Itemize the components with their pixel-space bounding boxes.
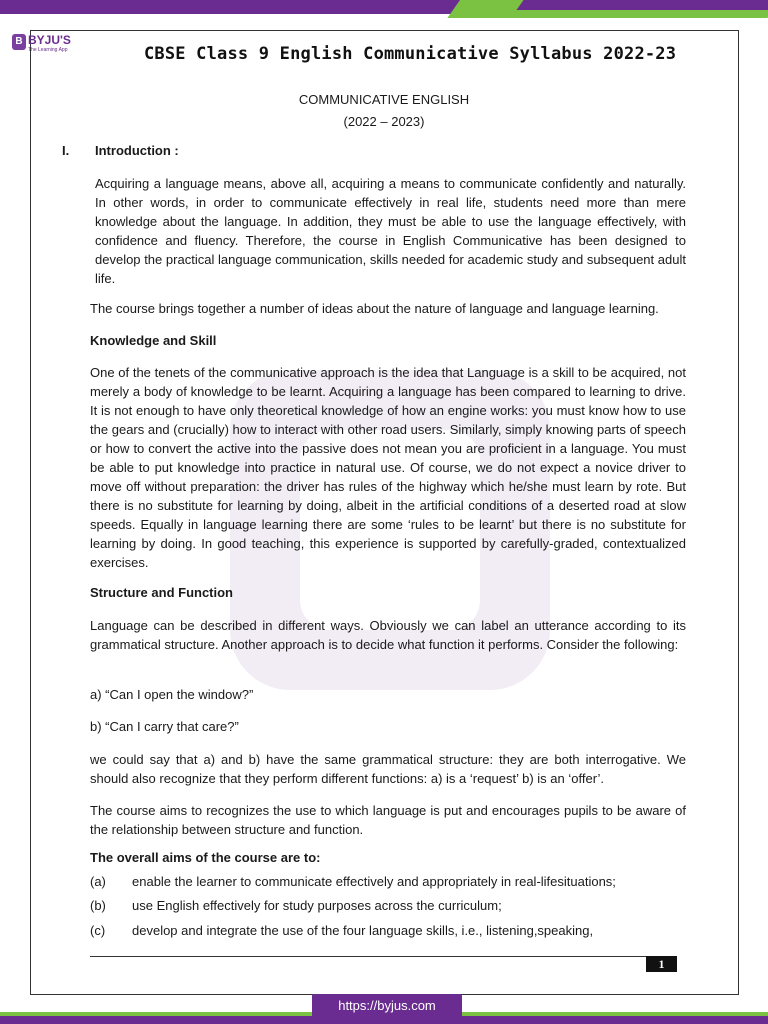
aim-item <box>90 874 616 889</box>
section-number: I. <box>62 143 70 158</box>
aim-text: use English effectively for study purposes across the curriculum; <box>132 898 502 913</box>
course-years: (2022 – 2023) <box>343 114 425 129</box>
compare-paragraph: we could say that a) and b) have the same grammatical structure: they are both interrogative. We should also recognize that they perform different functions: a) is a ‘request’ b) is an ‘offer’. <box>90 752 686 786</box>
logo-icon: B <box>12 34 26 50</box>
footer-divider <box>90 956 677 957</box>
course-heading: COMMUNICATIVE ENGLISH <box>298 92 470 107</box>
structure-heading: Structure and Function <box>90 585 233 600</box>
top-decorative-bar <box>0 0 768 22</box>
footer-url-link[interactable]: https://byjus.com <box>312 994 462 1018</box>
aims-heading: The overall aims of the course are to: <box>90 850 321 865</box>
aim-label: (c) <box>90 923 106 938</box>
page-number: 1 <box>646 956 677 972</box>
structure-paragraph: Language can be described in different ways. Obviously we can label an utterance according to its grammatical structure. Another approach is to decide what function it performs. Consider the following: <box>90 618 686 652</box>
byjus-logo[interactable] <box>12 34 71 53</box>
course-paragraph: The course brings together a number of ideas about the nature of language and language learning. <box>90 301 659 316</box>
aim-text: develop and integrate the use of the four language skills, i.e., listening,speaking, <box>132 923 594 938</box>
logo-name: BYJU'S <box>28 33 71 47</box>
aims-paragraph: The course aims to recognizes the use to which language is put and encourages pupils to be aware of the relationship between structure and function. <box>90 803 686 837</box>
logo-tagline: The Learning App <box>28 47 68 53</box>
aim-label: (b) <box>90 898 106 913</box>
knowledge-heading: Knowledge and Skill <box>90 333 217 348</box>
section-title: Introduction : <box>95 143 179 158</box>
intro-paragraph: Acquiring a language means, above all, acquiring a means to communicate confidently and naturally. In other words, in order to communicate effectively in real life, students need more than mere knowledge about the language. In addition, they must be able to use the language effectively, with confidence and fluency. Therefore, the course in English Communicative has been designed to develop the practical language communication, skills needed for academic study and subsequent adult life. <box>95 176 686 286</box>
aim-item <box>90 923 593 938</box>
aim-item <box>90 898 502 913</box>
knowledge-paragraph: One of the tenets of the communicative approach is the idea that Language is a skill to be acquired, not merely a body of knowledge to be learnt. Acquiring a language has been compared to learning to drive. It is not enough to have only theoretical knowledge of how an engine works: you must know how to use the gears and (crucially) how to interact with other road users. Similarly, simply knowing parts of speech or how to convert the active into the passive does not mean you are proficient in a language. You must be able to put knowledge into practice in natural use. Of course, we do not expect a novice driver to move off without preparation: the driver has rules of the highway which he/she must learn by rote. But there is no substitute for learning by doing, albeit in the artificial conditions of a deserted road at slow speeds. Equally in language learning there are some ‘rules to be learnt’ but there is no substitute for learning by doing. In good teaching, this experience is supported by carefully-graded, contextualized exercises. <box>90 365 686 570</box>
aim-text: enable the learner to communicate effectively and appropriately in real-lifesituations; <box>132 874 616 889</box>
example-a: a) “Can I open the window?” <box>90 687 254 702</box>
example-b: b) “Can I carry that care?” <box>90 719 239 734</box>
aim-label: (a) <box>90 874 106 889</box>
document-title: CBSE Class 9 English Communicative Syllabus 2022-23 <box>144 44 677 64</box>
